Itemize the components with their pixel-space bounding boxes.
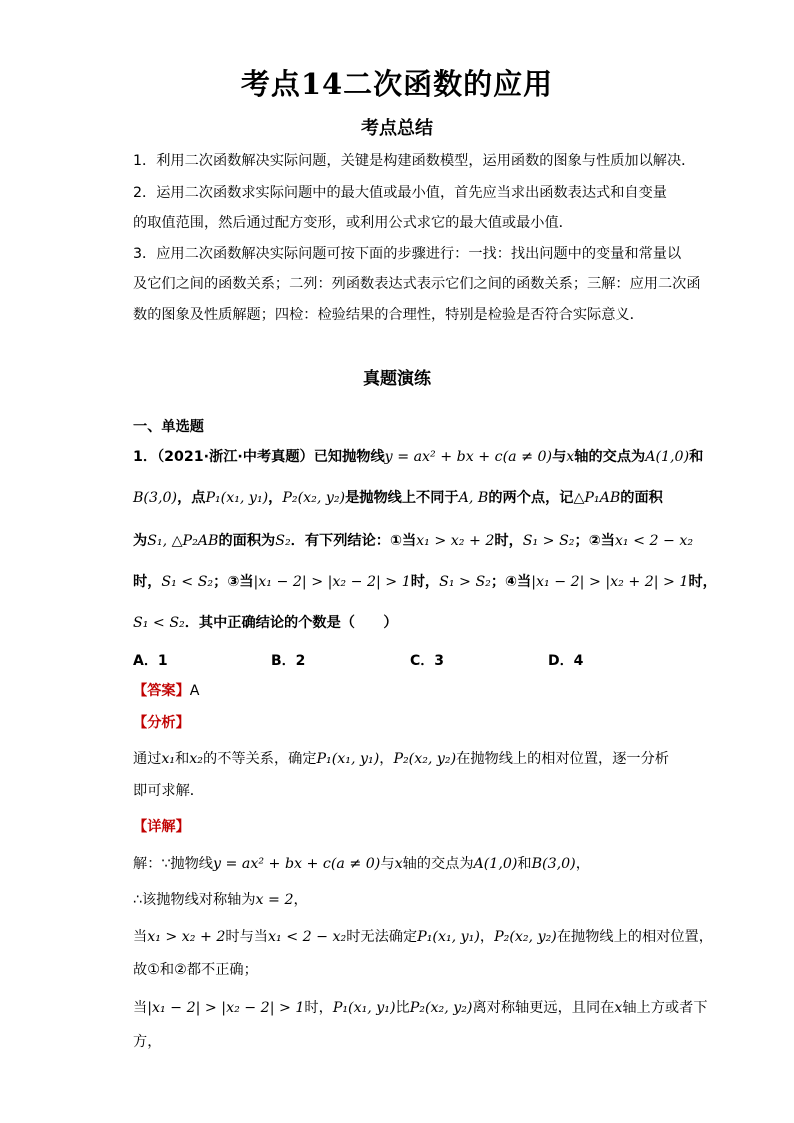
option-a: A．1 xyxy=(133,653,168,669)
detail-line-3: 当x₁ > x₂ + 2时与当x₁ < 2 − x₂时无法确定P₁(x₁, y₁)，P₂(x₂, y₂)在抛物线上的相对位置， xyxy=(133,929,713,945)
detail-line-4: 故①和②都不正确； xyxy=(133,962,258,978)
summary-line-2: 2．运用二次函数求实际问题中的最大值或最小值，首先应当求出函数表达式和自变量 xyxy=(133,185,667,201)
analysis-line-1: 通过x₁和x₂的不等关系，确定P₁(x₁, y₁)，P₂(x₂, y₂)在抛物线上的相对位置，逐一分析 xyxy=(133,751,669,767)
option-c: C．3 xyxy=(410,653,445,669)
question-line-5: S₁ < S₂．其中正确结论的个数是（ ） xyxy=(133,615,398,631)
detail-line-5: 当|x₁ − 2| > |x₂ − 2| > 1时，P₁(x₁, y₁)比P₂(x₂, y₂)离对称轴更远，且同在x轴上方或者下 xyxy=(133,1000,708,1016)
analysis-line-2: 即可求解． xyxy=(133,783,204,799)
practice-heading: 真题演练 xyxy=(363,369,431,389)
question-line-1: 1．（2021·浙江·中考真题）已知抛物线y = ax² + bx + c(a ≠ 0)与x轴的交点为A(1,0)和 xyxy=(133,449,704,465)
detail-line-2: ∴该抛物线对称轴为x = 2， xyxy=(133,892,308,908)
detail-line-1: 解：∵抛物线y = ax² + bx + c(a ≠ 0)与x轴的交点为A(1,0)和B(3,0)， xyxy=(133,856,590,872)
analysis-tag-line xyxy=(133,712,190,732)
question-line-2: B(3,0)，点P₁(x₁, y₁)，P₂(x₂, y₂)是抛物线上不同于A, B的两个点，记△P₁AB的面积 xyxy=(133,490,663,506)
detail-line-6: 方， xyxy=(133,1034,162,1050)
option-d: D．4 xyxy=(548,653,584,669)
detail-tag-line xyxy=(133,816,190,836)
summary-line-6: 数的图象及性质解题；四检：检验结果的合理性，特别是检验是否符合实际意义． xyxy=(133,307,644,323)
summary-heading: 考点总结 xyxy=(361,118,433,139)
section-label: 一、单选题 xyxy=(133,419,204,435)
answer-value: A xyxy=(189,683,200,699)
question-line-4: 时，S₁ < S₂；③当|x₁ − 2| > |x₂ − 2| > 1时，S₁ > S₂；④当|x₁ − 2| > |x₂ + 2| > 1时， xyxy=(133,574,717,590)
option-b: B．2 xyxy=(271,653,306,669)
analysis-tag: 【分析】 xyxy=(133,715,190,731)
answer-line xyxy=(133,680,199,700)
question-line-3: 为S₁, △P₂AB的面积为S₂．有下列结论：①当x₁ > x₂ + 2时，S₁ > S₂；②当x₁ < 2 − x₂ xyxy=(133,533,694,549)
summary-line-5: 及它们之间的函数关系；二列：列函数表达式表示它们之间的函数关系；三解：应用二次函 xyxy=(133,276,701,292)
summary-line-4: 3．应用二次函数解决实际问题可按下面的步骤进行：一找：找出问题中的变量和常量以 xyxy=(133,246,682,262)
answer-tag: 【答案】 xyxy=(133,683,190,699)
page-title: 考点14二次函数的应用 xyxy=(240,67,554,101)
summary-line-3: 的取值范围，然后通过配方变形，或利用公式求它的最大值或最小值． xyxy=(133,215,573,231)
detail-tag: 【详解】 xyxy=(133,819,190,835)
summary-line-1: 1．利用二次函数解决实际问题，关键是构建函数模型，运用函数的图象与性质加以解决． xyxy=(133,153,696,169)
